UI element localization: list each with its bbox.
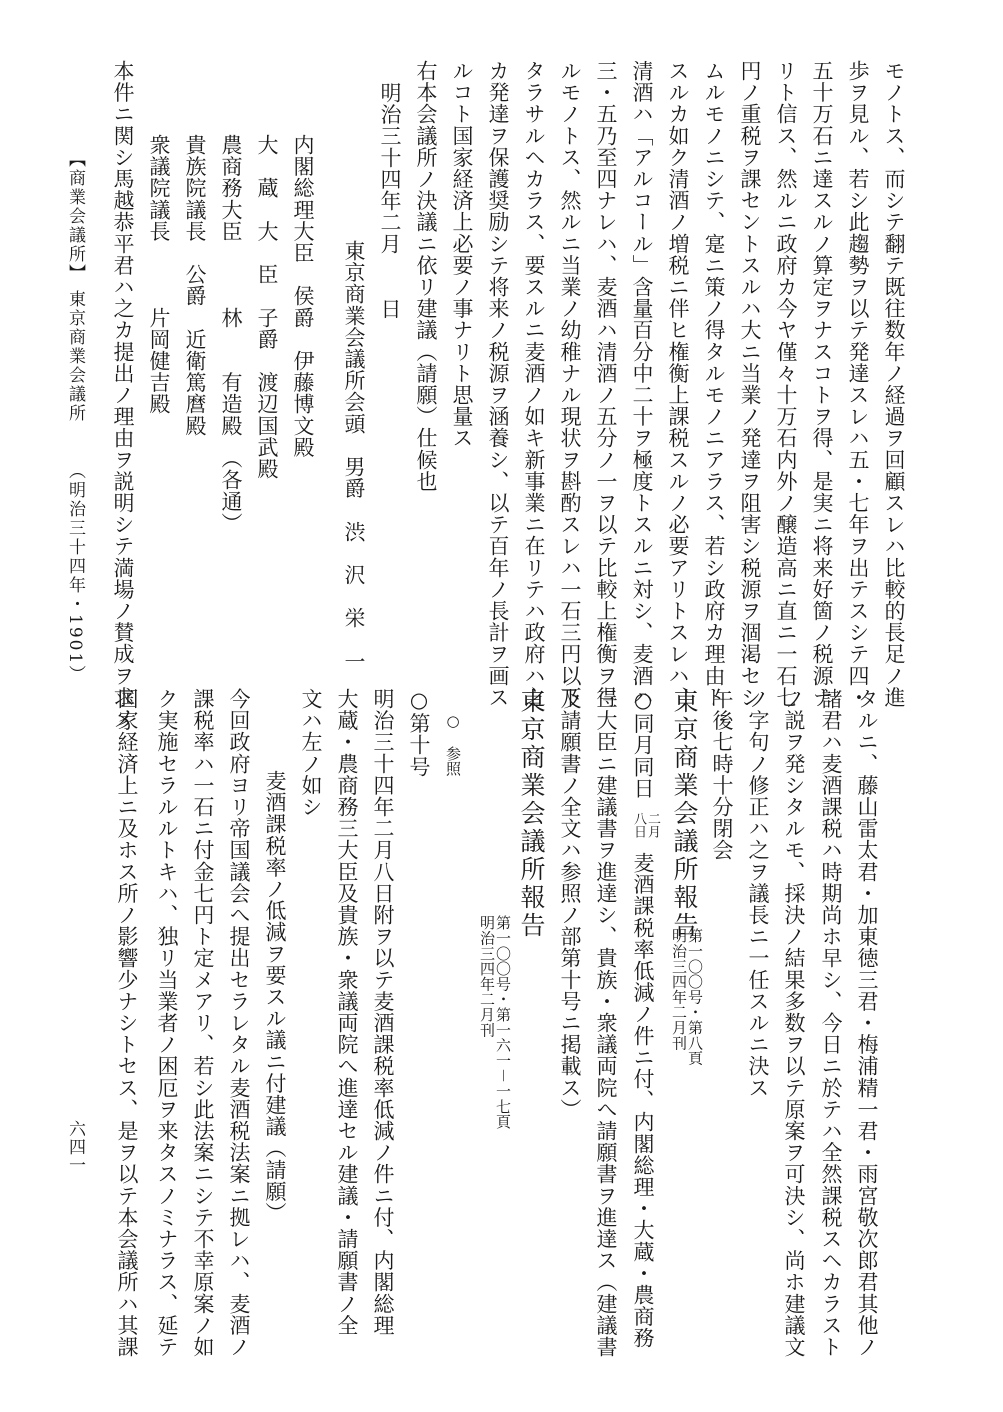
lower-body-line-4: リト信ス、然ルニ政府カ今ヤ僅々十万石内外ノ醸造高ニ直ニ一石七: [774, 60, 798, 708]
lower-body-line-3: 五十万石ニ達スルノ算定ヲナスコトヲ得、是実ニ将来好箇ノ税源ナ: [810, 60, 834, 708]
date-line: 明治三十四年二月 日: [378, 82, 402, 320]
lower-body-line-6: ムルモノニシテ、寔ニ策ノ得タルモノニアラス、若シ政府カ理由ト: [702, 60, 726, 708]
report2-date: 明治三四年二月刊: [478, 915, 496, 1038]
addressee-1: 内閣総理大臣 侯爵 伊藤博文殿: [291, 134, 315, 458]
report2-issue: 第一〇〇号・第一六一－一七頁: [494, 915, 512, 1130]
report1-body-line-2: 三大臣ニ建議書ヲ進達シ、貴族・衆議両院へ請願書ヲ進達ス（建議書: [594, 688, 618, 1358]
lower-body-line-1: モノトス、而シテ翻テ既往数年ノ経過ヲ回顧スレハ比較的長足ノ進: [882, 60, 906, 708]
folio-section: 【商業会議所】: [65, 150, 85, 283]
ref-line-1: 明治三十四年二月八日附ヲ以テ麦酒課税率低減ノ件ニ付、内閣総理: [371, 688, 395, 1336]
page-number: 六四一: [65, 1120, 85, 1174]
intro-line-1: タルニ、藤山雷太君・加東徳三君・梅浦精一君・雨宮敬次郎君其他ノ: [855, 688, 879, 1358]
intro-line-2: 諸君ハ麦酒課税ハ時期尚ホ早シ、今日ニ於テハ全然課税スヘカラスト: [819, 688, 843, 1358]
intro-line-4: ノ字句ノ修正ハ之ヲ議長ニ一任スルニ決ス: [746, 688, 770, 1099]
lower-body-line-14: 右本会議所ノ決議ニ依リ建議（請願）仕候也: [414, 60, 438, 492]
lower-body-line-8: 清酒ハ「アルコール」含量百分中二十ヲ極度トスルニ対シ、麦酒ハ: [630, 60, 654, 708]
report2-title: 東京商業会議所報告: [517, 688, 546, 940]
addressee-2: 大 蔵 大 臣 子爵 渡辺国武殿: [255, 134, 279, 480]
intro-line-3: ノ説ヲ発シタルモ、採決ノ結果多数ヲ以テ原案ヲ可決シ、尚ホ建議文: [782, 688, 806, 1358]
petition-subtitle: 麦酒課税率ノ低減ヲ要スル議ニ付建議（請願）: [263, 770, 287, 1224]
lower-body-line-10: ルモノトス、然ルニ当業ノ幼稚ナル現状ヲ斟酌スレハ一石三円以下: [558, 60, 582, 708]
folio-publisher: 東京商業会議所: [65, 290, 85, 423]
petition-body-line-4: 国家経済上ニ及ホス所ノ影響少ナシトセス、是ヲ以テ本会議所ハ其課: [115, 688, 139, 1358]
addressee-5: 衆議院議長 片岡健吉殿: [147, 134, 171, 415]
report1-date-note-bottom: 八日: [631, 812, 646, 839]
lower-body-line-5: 円ノ重税ヲ課セントスルハ大ニ当業ノ発達ヲ阻害シ税源ヲ涸渇セシ: [738, 60, 762, 708]
report1-body-line-1: 麦酒課税率低減ノ件ニ付、内閣総理・大蔵・農商務: [631, 852, 655, 1349]
report1-issue: 第一〇〇号・第八頁: [686, 928, 704, 1066]
lower-body-line-13: ルコト国家経済上必要ノ事ナリト思量ス: [450, 60, 474, 449]
addressee-3: 農商務大臣 林 有造殿 （各通）: [219, 134, 243, 534]
petition-body-line-2: 課税率ハ一石ニ付金七円ト定メアリ、若シ此法案ニシテ不幸原案ノ如: [191, 688, 215, 1358]
ref-line-2: 大蔵・農商務三大臣及貴族・衆議両院へ進達セル建議・請願書ノ全: [335, 688, 359, 1336]
folio-era: （明治三十四年・1901）: [65, 462, 85, 685]
intro-line-5: 午後七時十分閉会: [710, 688, 734, 861]
petition-body-line-3: ク実施セラルルトキハ、独リ当業者ノ困厄ヲ来タスノミナラス、延テ: [155, 688, 179, 1358]
ref-line-3: 文ハ左ノ如シ: [299, 688, 323, 818]
lower-body-line-2: 歩ヲ見ル、若シ此趨勢ヲ以テ発達スレハ五・七年ヲ出テスシテ四・: [846, 60, 870, 708]
lower-body-line-9: 三・五乃至四ナレハ、麦酒ハ清酒ノ五分ノ一ヲ以テ比較上権衡ヲ得: [594, 60, 618, 708]
report1-date-prefix: ○同月同日: [631, 688, 655, 799]
reference-heading: ○ 参照: [444, 712, 462, 777]
report1-date-note-top: 二月: [645, 812, 660, 839]
petition-body-line-1: 今回政府ヨリ帝国議会へ提出セラレタル麦酒税法案ニ拠レハ、麦酒ノ: [227, 688, 251, 1358]
report1-body-line-3: 及請願書ノ全文ハ参照ノ部第十号ニ掲載ス）: [558, 688, 582, 1120]
report1-date: 明治三四年二月刊: [670, 928, 688, 1051]
lower-body-line-12: カ発達ヲ保護奨励シテ将来ノ税源ヲ涵養シ、以テ百年ノ長計ヲ画ス: [486, 60, 510, 708]
signer: 東京商業会議所会頭 男爵 渋 沢 栄 一: [342, 240, 366, 672]
lower-body-line-7: スルカ如ク清酒ノ増税ニ伴ヒ権衡上課税スルノ必要アリトスレハ、: [666, 60, 690, 708]
lower-body-line-11: タラサルヘカラス、要スルニ麦酒ノ如キ新事業ニ在リテハ政府ハ之: [522, 60, 546, 708]
addressee-4: 貴族院議長 公爵 近衛篤麿殿: [183, 134, 207, 437]
report1-title: 東京商業会議所報告: [670, 688, 699, 940]
intro-line-0: 本件ニ関シ馬越恭平君ハ之カ提出ノ理由ヲ説明シテ満場ノ賛成ヲ求メ: [111, 60, 135, 730]
number-heading: ○第十号: [407, 688, 431, 778]
